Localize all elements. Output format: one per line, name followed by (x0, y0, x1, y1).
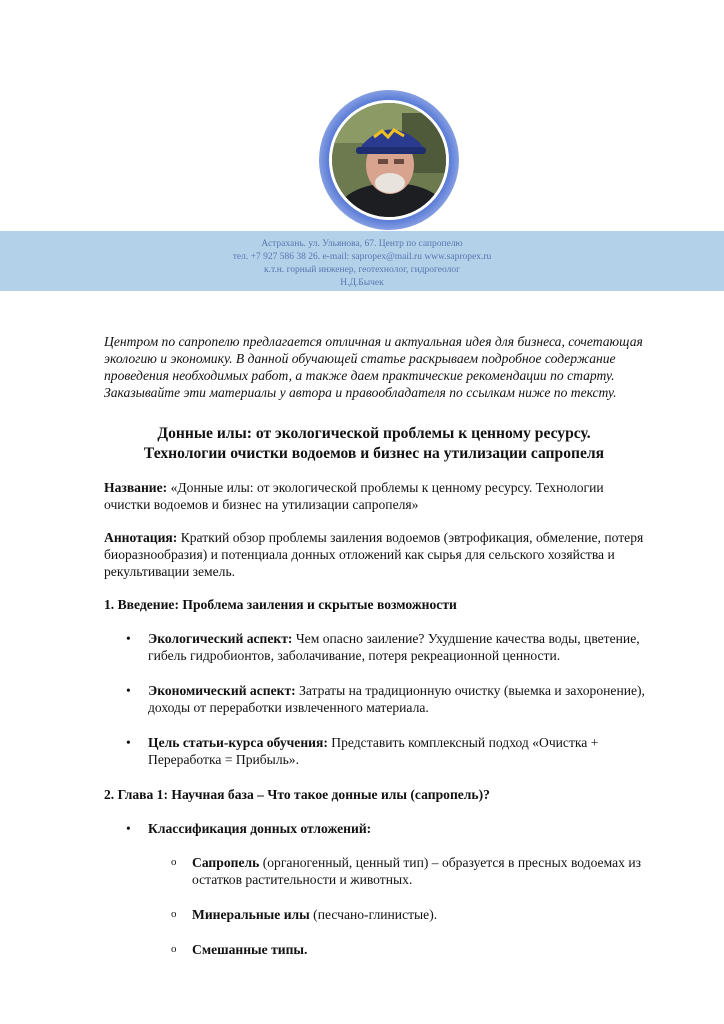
document-title (96, 424, 652, 463)
annotation-text: Краткий обзор проблемы заиления водоемов (эвтрофикация, обмеление, потеря биоразнообразия) и потенциала донных отложений как сырья для сельского хозяйства и рекультивации земель. (104, 530, 644, 579)
section-2-heading: 2. Глава 1: Научная база – Что такое донные илы (сапропель)? (104, 787, 490, 802)
name-text: «Донные илы: от экологической проблемы к ценному ресурсу. Технологии очистки водоемов и бизнес на утилизации сапропеля» (104, 480, 604, 512)
bullet-marker: • (126, 631, 131, 646)
subitem-text: (органогенный, ценный тип) – образуется в пресных водоемах из остатков растительности и животных. (192, 855, 641, 887)
subitem-text: (песчано-глинистые). (309, 907, 438, 922)
section-1-heading: 1. Введение: Проблема заиления и скрытые возможности (104, 597, 457, 612)
name-paragraph (104, 479, 652, 513)
intro-paragraph: Центром по сапропелю предлагается отличная и актуальная идея для бизнеса, сочетающая экологию и экономику. В данной обучающей статье раскрываем подробное содержание проведения необходимых работ, а также даем практические рекомендации по старту. Заказывайте эти материалы у автора и правообладателя по ссылкам ниже по тексту. (104, 334, 643, 400)
subitem-label: Минеральные илы (192, 907, 310, 922)
name-label: Название: (104, 480, 168, 495)
sublist-item (104, 941, 652, 958)
section-2-list (104, 820, 652, 958)
author-photo-frame (319, 90, 459, 230)
item-text: Представить комплексный подход «Очистка + Переработка = Прибыль». (148, 735, 599, 767)
list-item (104, 820, 652, 958)
list-item (104, 630, 652, 664)
annotation-paragraph (104, 529, 652, 580)
title-line-1: Донные илы: от экологической проблемы к ценному ресурсу. (157, 425, 591, 442)
sub-bullet-marker: o (171, 943, 177, 955)
section-1-list (104, 630, 652, 768)
item-label: Экономический аспект: (148, 683, 296, 698)
author-portrait-image (332, 103, 446, 217)
list-item (104, 734, 652, 768)
item-label: Экологический аспект: (148, 631, 293, 646)
title-line-2: Технологии очистки водоемов и бизнес на утилизации сапропеля (143, 444, 605, 462)
document-body (104, 333, 652, 976)
contact-banner (0, 231, 724, 291)
sublist-item (104, 854, 652, 888)
sub-bullet-marker: o (171, 856, 177, 868)
bullet-marker: • (126, 683, 131, 698)
item-label: Цель статьи-курса обучения: (148, 735, 328, 750)
banner-address: Астрахань. ул. Ульянова, 67. Центр по сапропелю (261, 239, 463, 249)
subitem-label: Сапропель (192, 855, 260, 870)
classification-sublist (104, 854, 652, 958)
bullet-marker: • (126, 821, 131, 836)
annotation-label: Аннотация: (104, 530, 178, 545)
item-text: Затраты на традиционную очистку (выемка и захоронение), доходы от переработки извлеченного материала. (148, 683, 645, 715)
banner-author: Н.Д.Бычек (340, 278, 384, 288)
subitem-label: Смешанные типы. (192, 942, 308, 957)
author-photo (329, 100, 449, 220)
item-label: Классификация донных отложений: (148, 821, 372, 836)
banner-credentials: к.т.н. горный инженер, геотехнолог, гидрогеолог (263, 265, 461, 275)
item-text: Чем опасно заиление? Ухудшение качества воды, цветение, гибель гидробионтов, заболачивание, потеря рекреационной ценности. (148, 631, 640, 663)
list-item (104, 682, 652, 716)
bullet-marker: • (126, 735, 131, 750)
sub-bullet-marker: o (171, 908, 177, 920)
sublist-item (104, 906, 652, 923)
banner-contacts: тел. +7 927 586 38 26. e-mail: sapropex@mail.ru www.sapropex.ru (232, 252, 492, 262)
